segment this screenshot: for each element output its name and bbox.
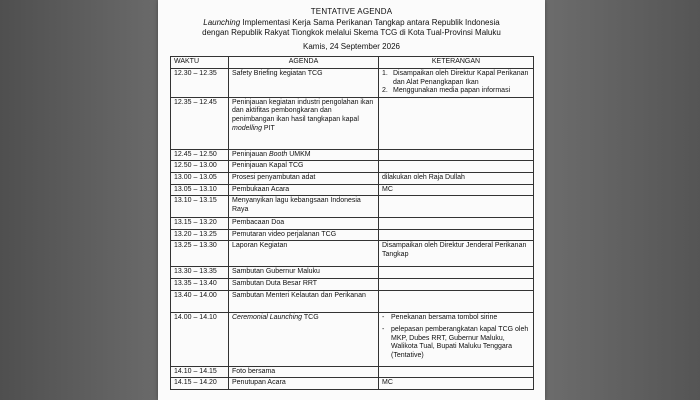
time-cell: 12.45 – 12.50 xyxy=(171,149,229,161)
list-item: 2. Menggunakan media papan informasi xyxy=(382,87,511,95)
agenda-cell: Peninjauan kegiatan industri pengolahan ikan dan aktifitas pembongkaran dan penimbangan ikan hasil tangkapan kapal modelling PIT xyxy=(229,97,379,149)
agenda-cell: Peninjauan Kapal TCG xyxy=(229,161,379,173)
header-keterangan: KETERANGAN xyxy=(379,57,534,69)
agenda-cell: Pemutaran video perjalanan TCG xyxy=(229,229,379,241)
table-row xyxy=(171,241,534,267)
table-row xyxy=(171,278,534,290)
notes-cell xyxy=(379,69,534,98)
agenda-cell: Safety Briefing kegiatan TCG xyxy=(229,69,379,98)
table-row xyxy=(171,161,534,173)
background-right xyxy=(545,0,700,400)
table-row xyxy=(171,97,534,149)
notes-cell xyxy=(379,366,534,378)
list-item: - Penekanan bersama tombol sirine xyxy=(382,313,498,321)
time-cell: 12.30 – 12.35 xyxy=(171,69,229,98)
agenda-cell: Sambutan Gubernur Maluku xyxy=(229,267,379,279)
list-item: 1. Disampaikan oleh Direktur Kapal Perikanan dan Alat Penangkapan Ikan xyxy=(382,70,529,86)
document-subtitle-line1 xyxy=(158,18,545,28)
time-cell: 13.10 – 13.15 xyxy=(171,196,229,218)
list-item: - pelepasan pemberangkatan kapal TCG oleh MKP, Dubes RRT, Gubernur Maluku, Walikota Tual, Bupati Maluku Tenggara (Tentative) xyxy=(382,326,529,359)
background-left xyxy=(0,0,158,400)
document-date: Kamis, 24 September 2026 xyxy=(303,42,400,51)
notes-cell xyxy=(379,161,534,173)
table-row xyxy=(171,229,534,241)
time-cell: 13.20 – 13.25 xyxy=(171,229,229,241)
document-subtitle-line2: dengan Republik Rakyat Tiongkok melalui Skema TCG di Kota Tual-Provinsi Maluku xyxy=(202,28,501,37)
table-row xyxy=(171,312,534,366)
table-row xyxy=(171,366,534,378)
agenda-cell: Foto bersama xyxy=(229,366,379,378)
time-cell: 13.40 – 14.00 xyxy=(171,290,229,312)
time-cell: 13.35 – 13.40 xyxy=(171,278,229,290)
header-agenda: AGENDA xyxy=(229,57,379,69)
table-row xyxy=(171,378,534,390)
agenda-table xyxy=(170,56,534,390)
notes-cell xyxy=(379,278,534,290)
time-cell: 14.00 – 14.10 xyxy=(171,312,229,366)
notes-cell xyxy=(379,97,534,149)
table-row xyxy=(171,196,534,218)
notes-cell: dilakukan oleh Raja Dullah xyxy=(379,172,534,184)
agenda-cell: Sambutan Duta Besar RRT xyxy=(229,278,379,290)
notes-cell xyxy=(379,312,534,366)
time-cell: 14.15 – 14.20 xyxy=(171,378,229,390)
agenda-document xyxy=(158,0,545,400)
table-row xyxy=(171,149,534,161)
time-cell: 13.30 – 13.35 xyxy=(171,267,229,279)
table-row xyxy=(171,218,534,230)
agenda-cell: Ceremonial Launching TCG xyxy=(229,312,379,366)
table-row xyxy=(171,172,534,184)
subtitle-italic: Launching xyxy=(203,18,241,27)
agenda-cell: Laporan Kegiatan xyxy=(229,241,379,267)
notes-cell: MC xyxy=(379,184,534,196)
header-waktu: WAKTU xyxy=(171,57,229,69)
document-title: TENTATIVE AGENDA xyxy=(310,7,393,16)
table-row xyxy=(171,69,534,98)
subtitle-rest: Implementasi Kerja Sama Perikanan Tangkap antara Republik Indonesia xyxy=(240,18,500,27)
time-cell: 14.10 – 14.15 xyxy=(171,366,229,378)
time-cell: 13.05 – 13.10 xyxy=(171,184,229,196)
notes-cell: Disampaikan oleh Direktur Jenderal Perikanan Tangkap xyxy=(379,241,534,267)
notes-cell xyxy=(379,196,534,218)
notes-cell xyxy=(379,149,534,161)
time-cell: 13.25 – 13.30 xyxy=(171,241,229,267)
time-cell: 12.35 – 12.45 xyxy=(171,97,229,149)
table-header-row xyxy=(171,57,534,69)
notes-cell xyxy=(379,218,534,230)
notes-list xyxy=(382,314,530,361)
notes-cell xyxy=(379,267,534,279)
notes-cell xyxy=(379,290,534,312)
agenda-cell: Peninjauan Booth UMKM xyxy=(229,149,379,161)
notes-list xyxy=(382,70,530,96)
agenda-cell: Pembukaan Acara xyxy=(229,184,379,196)
table-row xyxy=(171,184,534,196)
time-cell: 12.50 – 13.00 xyxy=(171,161,229,173)
table-row xyxy=(171,267,534,279)
notes-cell: MC xyxy=(379,378,534,390)
agenda-cell: Menyanyikan lagu kebangsaan Indonesia Raya xyxy=(229,196,379,218)
time-cell: 13.00 – 13.05 xyxy=(171,172,229,184)
agenda-cell: Sambutan Menteri Kelautan dan Perikanan xyxy=(229,290,379,312)
notes-cell xyxy=(379,229,534,241)
time-cell: 13.15 – 13.20 xyxy=(171,218,229,230)
agenda-cell: Pembacaan Doa xyxy=(229,218,379,230)
table-row xyxy=(171,290,534,312)
agenda-cell: Penutupan Acara xyxy=(229,378,379,390)
agenda-cell: Prosesi penyambutan adat xyxy=(229,172,379,184)
